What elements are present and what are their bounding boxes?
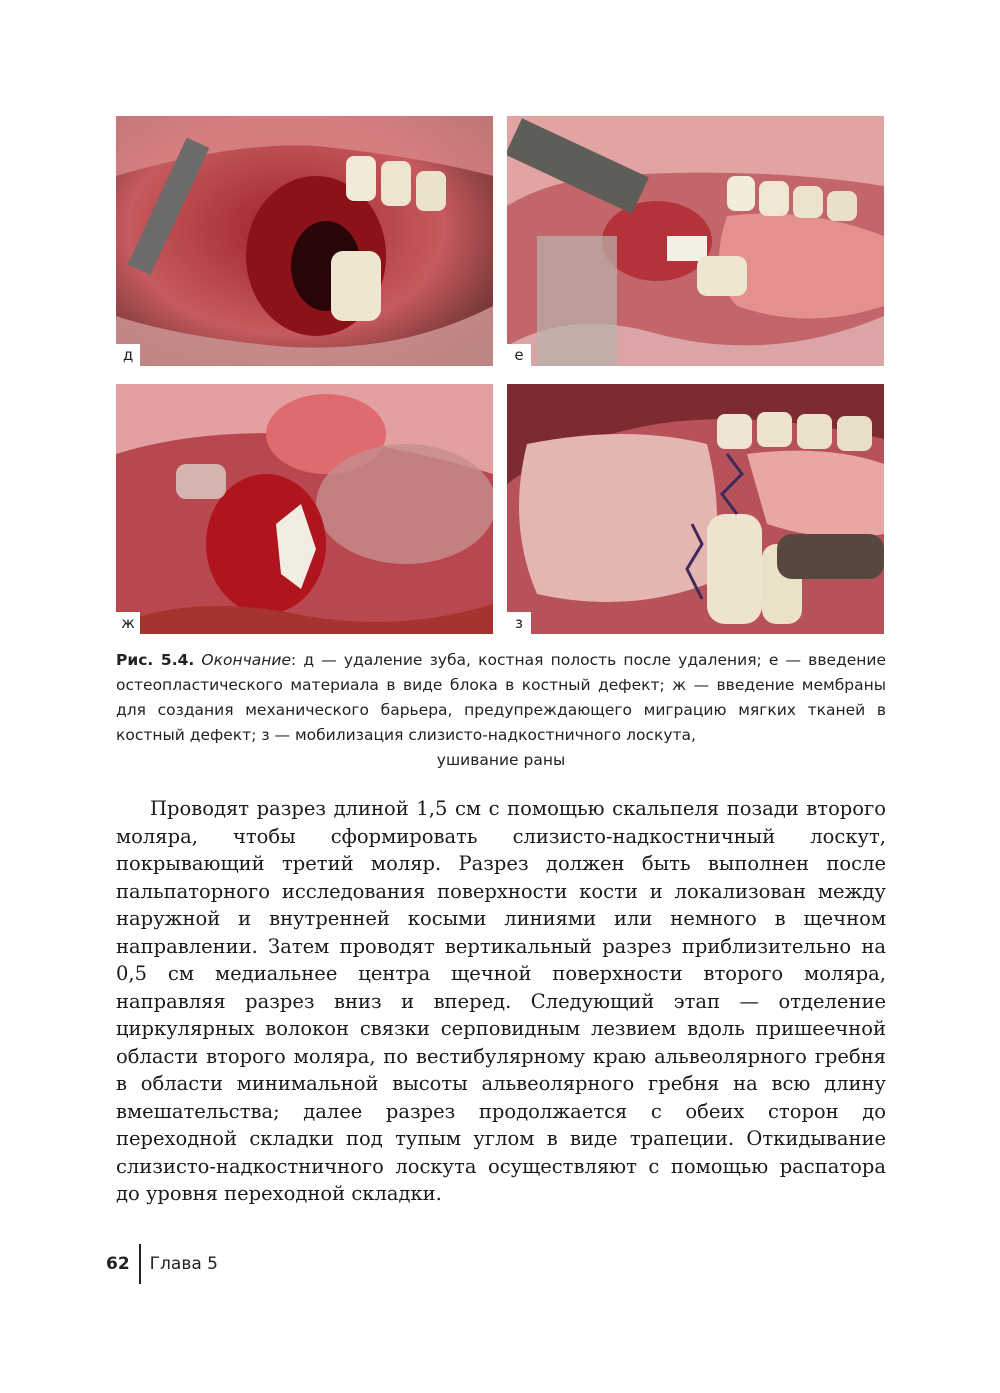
panel-label-d: д xyxy=(116,344,140,366)
figure-photo-zh xyxy=(116,384,493,634)
panel-label-zh: ж xyxy=(116,612,140,634)
page-footer xyxy=(106,1244,218,1284)
figure-photo-d xyxy=(116,116,493,366)
chapter-title: Глава 5 xyxy=(149,1254,218,1274)
oral-surgery-photo-zh xyxy=(116,384,493,634)
oral-surgery-photo-d xyxy=(116,116,493,366)
panel-label-z: з xyxy=(507,612,531,634)
figure-photo-e xyxy=(507,116,884,366)
caption-text: : д — удаление зуба, костная полость после удаления; е — введение остеопластического материала в виде блока в костный дефект; ж — введение мембраны для создания механического барьера, предупреждающего миграцию мягких тканей в костный дефект; з — мобилизация слизисто-надкостничного лоскута, xyxy=(116,651,886,744)
body-paragraph: Проводят разрез длиной 1,5 см с помощью скальпеля позади второго моляра, чтобы сформировать слизисто-надкостничный лоскут, покрывающий третий моляр. Разрез должен быть выполнен после пальпаторного исследования поверхности кости и локализован между наружной и внутренней косыми линиями или немного в щечном направлении. Затем проводят вертикальный разрез приблизительно на 0,5 см медиальнее центра щечной поверхности второго моляра, направляя разрез вниз и вперед. Следующий этап — отделение циркулярных волокон связки серповидным лезвием вдоль пришеечной области второго моляра, по вестибулярному краю альвеолярного гребня в области минимальной высоты альвеолярного гребня на всю длину вмешательства; далее разрез продолжается с обеих сторон до переходной складки под тупым углом в виде трапеции. Откидывание слизисто-надкостничного лоскута осуществляют с помощью распатора до уровня переходной складки. xyxy=(116,797,886,1205)
caption-last-line: ушивание раны xyxy=(436,751,566,769)
caption-lead: Окончание xyxy=(201,651,291,669)
figure-caption xyxy=(116,648,886,773)
oral-surgery-photo-e xyxy=(507,116,884,366)
page-number: 62 xyxy=(106,1254,130,1274)
figure-photo-z xyxy=(507,384,884,634)
figure-label: Рис. 5.4. xyxy=(116,651,195,669)
panel-label-e: е xyxy=(507,344,531,366)
oral-surgery-photo-z xyxy=(507,384,884,634)
